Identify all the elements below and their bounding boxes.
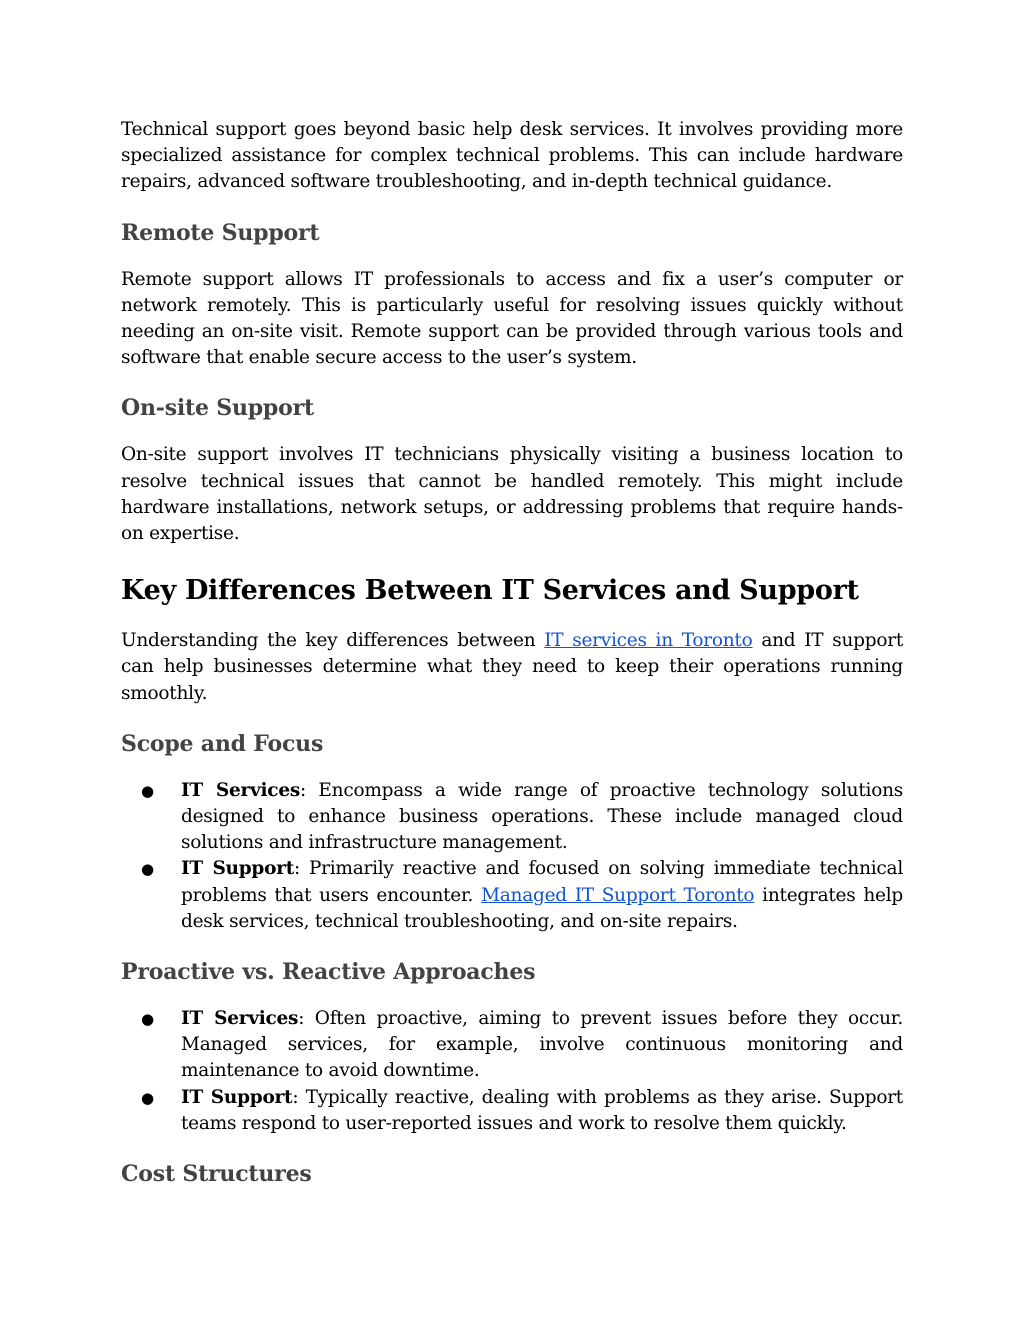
it-services-toronto-link[interactable]: IT services in Toronto [544, 630, 753, 652]
list-item [121, 1085, 903, 1137]
list-item-text: : Typically reactive, dealing with problems as they arise. Support teams respond to user-reported issues and work to resolve them quickly. [181, 1086, 903, 1134]
list-item-term: IT Services [181, 1008, 299, 1030]
list-item-text: : Often proactive, aiming to prevent issues before they occur. Managed services, for example, involve continuous monitoring and maintenance to avoid downtime. [181, 1008, 903, 1082]
list-item-text: : Primarily reactive and focused on solving immediate technical problems that users encounter. [181, 858, 903, 906]
remote-support-heading: Remote Support [121, 219, 320, 246]
list-item [121, 778, 903, 857]
scope-focus-list [121, 778, 903, 935]
key-differences-text-before: Understanding the key differences between [121, 630, 545, 652]
list-item-term: IT Support [181, 858, 295, 880]
list-item-text-after: integrates help desk services, technical troubleshooting, and on-site repairs. [181, 884, 903, 932]
bullet-icon: ● [141, 1088, 154, 1107]
proactive-reactive-list [121, 1006, 903, 1137]
list-item-text: : Encompass a wide range of proactive technology solutions designed to enhance business operations. These include managed cloud solutions and infrastructure management. [181, 779, 903, 854]
list-item [121, 856, 903, 935]
key-differences-heading: Key Differences Between IT Services and Support [121, 575, 859, 607]
onsite-support-heading: On-site Support [121, 395, 314, 422]
list-item [121, 1006, 903, 1085]
key-differences-paragraph [121, 628, 903, 707]
cost-structures-heading: Cost Structures [121, 1161, 312, 1188]
onsite-support-paragraph: On-site support involves IT technicians physically visiting a business location to resolve technical issues that cannot be handled remotely. This might include hardware installations, network setups, or addressing problems that require hands-on expertise. [121, 444, 903, 545]
scope-focus-heading: Scope and Focus [121, 730, 324, 757]
proactive-reactive-heading: Proactive vs. Reactive Approaches [121, 959, 536, 986]
bullet-icon: ● [141, 1010, 154, 1029]
managed-it-support-toronto-link[interactable]: Managed IT Support Toronto [481, 884, 755, 906]
bullet-icon: ● [141, 781, 154, 800]
list-item-term: IT Services [181, 779, 301, 801]
list-item-term: IT Support [181, 1086, 293, 1108]
remote-support-paragraph: Remote support allows IT professionals to access and fix a user’s computer or network remotely. This is particularly useful for resolving issues quickly without needing an on-site visit. Remote support can be provided through various tools and software that enable secure access to the user’s system. [121, 268, 903, 369]
document-page [121, 117, 903, 1188]
bullet-icon: ● [141, 860, 154, 879]
intro-paragraph: Technical support goes beyond basic help desk services. It involves providing more specialized assistance for complex technical problems. This can include hardware repairs, advanced software troubleshooting, and in-depth technical guidance. [121, 119, 903, 193]
key-differences-text-after: and IT support can help businesses determine what they need to keep their operations running smoothly. [121, 630, 904, 704]
